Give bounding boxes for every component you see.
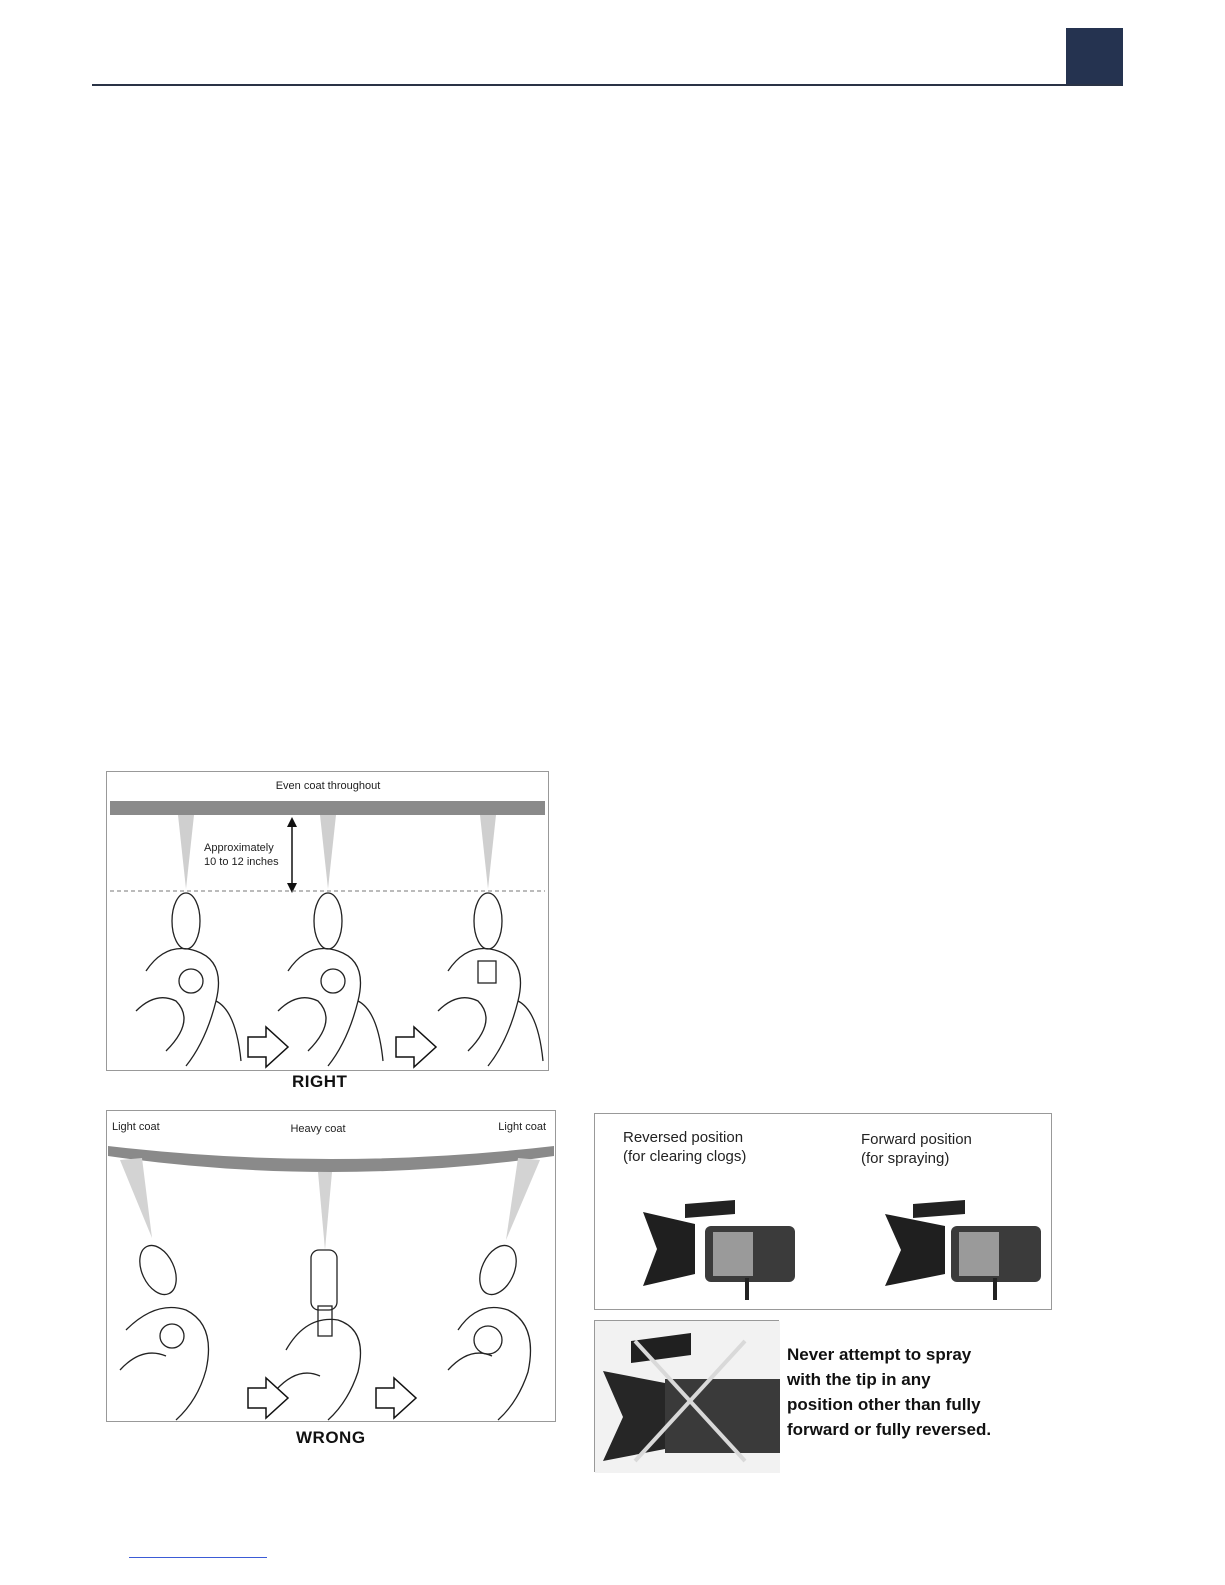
header-rule — [92, 84, 1122, 86]
reversed-line-2: (for clearing clogs) — [623, 1148, 747, 1165]
right-top-label: Even coat throughout — [275, 780, 381, 792]
even-coat-bar — [110, 801, 545, 815]
page-tab-marker — [1066, 28, 1123, 86]
forward-tip-photo — [885, 1200, 1041, 1300]
forward-line-1: Forward position — [861, 1131, 972, 1148]
tip-warning — [787, 1342, 991, 1442]
reversed-line-1: Reversed position — [623, 1129, 744, 1146]
wrong-left-label: Light coat — [112, 1121, 160, 1133]
crossed-tip-figure — [594, 1320, 779, 1472]
warning-line-4: forward or fully reversed. — [787, 1420, 992, 1439]
distance-label-1: Approximately — [204, 842, 274, 854]
warning-line-3: position other than fully — [787, 1395, 981, 1414]
wrong-right-label: Light coat — [498, 1121, 546, 1133]
forward-line-2: (for spraying) — [861, 1150, 950, 1167]
wrong-technique-figure — [106, 1110, 556, 1422]
tip-positions-figure — [594, 1113, 1052, 1310]
right-technique-figure — [106, 771, 549, 1071]
reversed-tip-photo — [643, 1200, 795, 1300]
right-caption: RIGHT — [292, 1072, 348, 1091]
warning-line-1: Never attempt to spray — [787, 1345, 972, 1364]
distance-label-2: 10 to 12 inches — [204, 856, 279, 868]
warning-line-2: with the tip in any — [787, 1370, 931, 1389]
wrong-caption: WRONG — [296, 1428, 366, 1447]
wrong-center-label: Heavy coat — [290, 1123, 346, 1135]
footer-link-underline[interactable] — [129, 1557, 267, 1558]
